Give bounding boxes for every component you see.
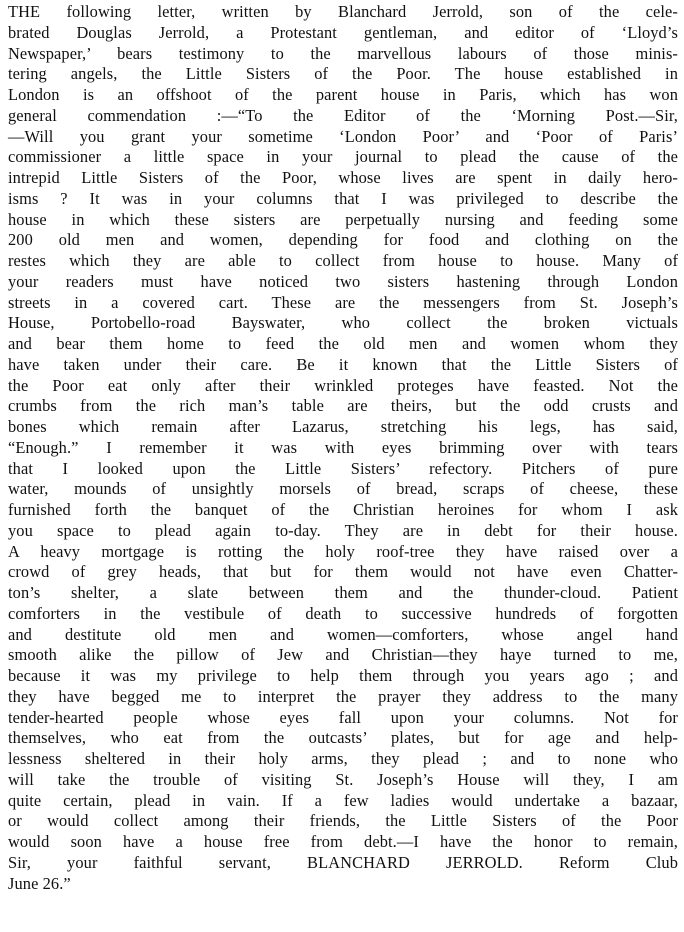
article-line: because it was my privilege to help them through you years ago ; and <box>8 666 678 685</box>
article-line: comforters in the vestibule of death to successive hundreds of forgotten <box>8 603 678 623</box>
article-line: would soon have a house free from debt.—I have the honor to remain, <box>8 832 678 851</box>
article-line: A heavy mortgage is rotting the holy roof-tree they have raised over a <box>8 541 678 561</box>
article-line: THE following letter, written by Blanchard Jerrold, son of the cele- <box>8 2 678 21</box>
article-line: you space to plead again to-day. They are in debt for their house. <box>8 520 678 540</box>
article-line: commissioner a little space in your journal to plead the cause of the <box>8 147 678 167</box>
article-line: restes which they are able to collect from house to house. Many of <box>8 251 678 270</box>
article-line: the Poor eat only after their wrinkled proteges have feasted. Not the <box>8 375 678 395</box>
article-line: crumbs from the rich man’s table are theirs, but the odd crusts and <box>8 396 678 416</box>
article-line: June 26.” <box>8 873 71 893</box>
article-line: that I looked upon the Little Sisters’ refectory. Pitchers of pure <box>8 458 678 478</box>
article-line: will take the trouble of visiting St. Joseph’s House will they, I am <box>8 769 678 789</box>
article-line: they have begged me to interpret the prayer they address to the many <box>8 686 678 706</box>
article-line: London is an offshoot of the parent house in Paris, which has won <box>8 85 678 104</box>
article-line: general commendation :—“To the Editor of the ‘Morning Post.—Sir, <box>8 105 678 125</box>
article-line: “Enough.” I remember it was with eyes brimming over with tears <box>8 437 678 457</box>
article-line: Newspaper,’ bears testimony to the marvellous labours of those minis- <box>8 43 678 63</box>
article-line: Sir, your faithful servant, BLANCHARD JERROLD. Reform Club <box>8 852 678 872</box>
article-line: tender-hearted people whose eyes fall upon your columns. Not for <box>8 707 678 727</box>
article-line: 200 old men and women, depending for food and clothing on the <box>8 230 678 250</box>
article-text <box>8 2 678 894</box>
article-line: or would collect among their friends, the Little Sisters of the Poor <box>8 811 678 831</box>
article-line: quite certain, plead in vain. If a few ladies would undertake a bazaar, <box>8 790 678 810</box>
article-line: crowd of grey heads, that but for them would not have even Chatter- <box>8 562 678 582</box>
article-line: isms ? It was in your columns that I was privileged to describe the <box>8 188 678 208</box>
article-line: your readers must have noticed two sisters hastening through London <box>8 271 678 291</box>
article-line: have taken under their care. Be it known that the Little Sisters of <box>8 354 678 374</box>
article-line: streets in a covered cart. These are the messengers from St. Joseph’s <box>8 292 678 312</box>
article-line: intrepid Little Sisters of the Poor, whose lives are spent in daily hero- <box>8 168 678 187</box>
article-line: tering angels, the Little Sisters of the Poor. The house established in <box>8 64 678 84</box>
article-line: —Will you grant your sometime ‘London Poor’ and ‘Poor of Paris’ <box>8 126 678 146</box>
article-line: house in which these sisters are perpetually nursing and feeding some <box>8 209 678 229</box>
article-line: brated Douglas Jerrold, a Protestant gentleman, and editor of ‘Lloyd’s <box>8 22 678 42</box>
article-line: ton’s shelter, a slate between them and the thunder-cloud. Patient <box>8 583 678 602</box>
article-line: smooth alike the pillow of Jew and Christian—they haye turned to me, <box>8 645 678 665</box>
article-line: bones which remain after Lazarus, stretching his legs, has said, <box>8 417 678 436</box>
article-line: and bear them home to feed the old men and women whom they <box>8 334 678 353</box>
article-line: and destitute old men and women—comforters, whose angel hand <box>8 624 678 644</box>
article-line: themselves, who eat from the outcasts’ plates, but for age and help- <box>8 728 678 748</box>
article-line: House, Portobello-road Bayswater, who collect the broken victuals <box>8 313 678 333</box>
article-line: furnished forth the banquet of the Christian heroines for whom I ask <box>8 500 678 519</box>
article-line: lessness sheltered in their holy arms, they plead ; and to none who <box>8 749 678 768</box>
article-line: water, mounds of unsightly morsels of bread, scraps of cheese, these <box>8 479 678 499</box>
